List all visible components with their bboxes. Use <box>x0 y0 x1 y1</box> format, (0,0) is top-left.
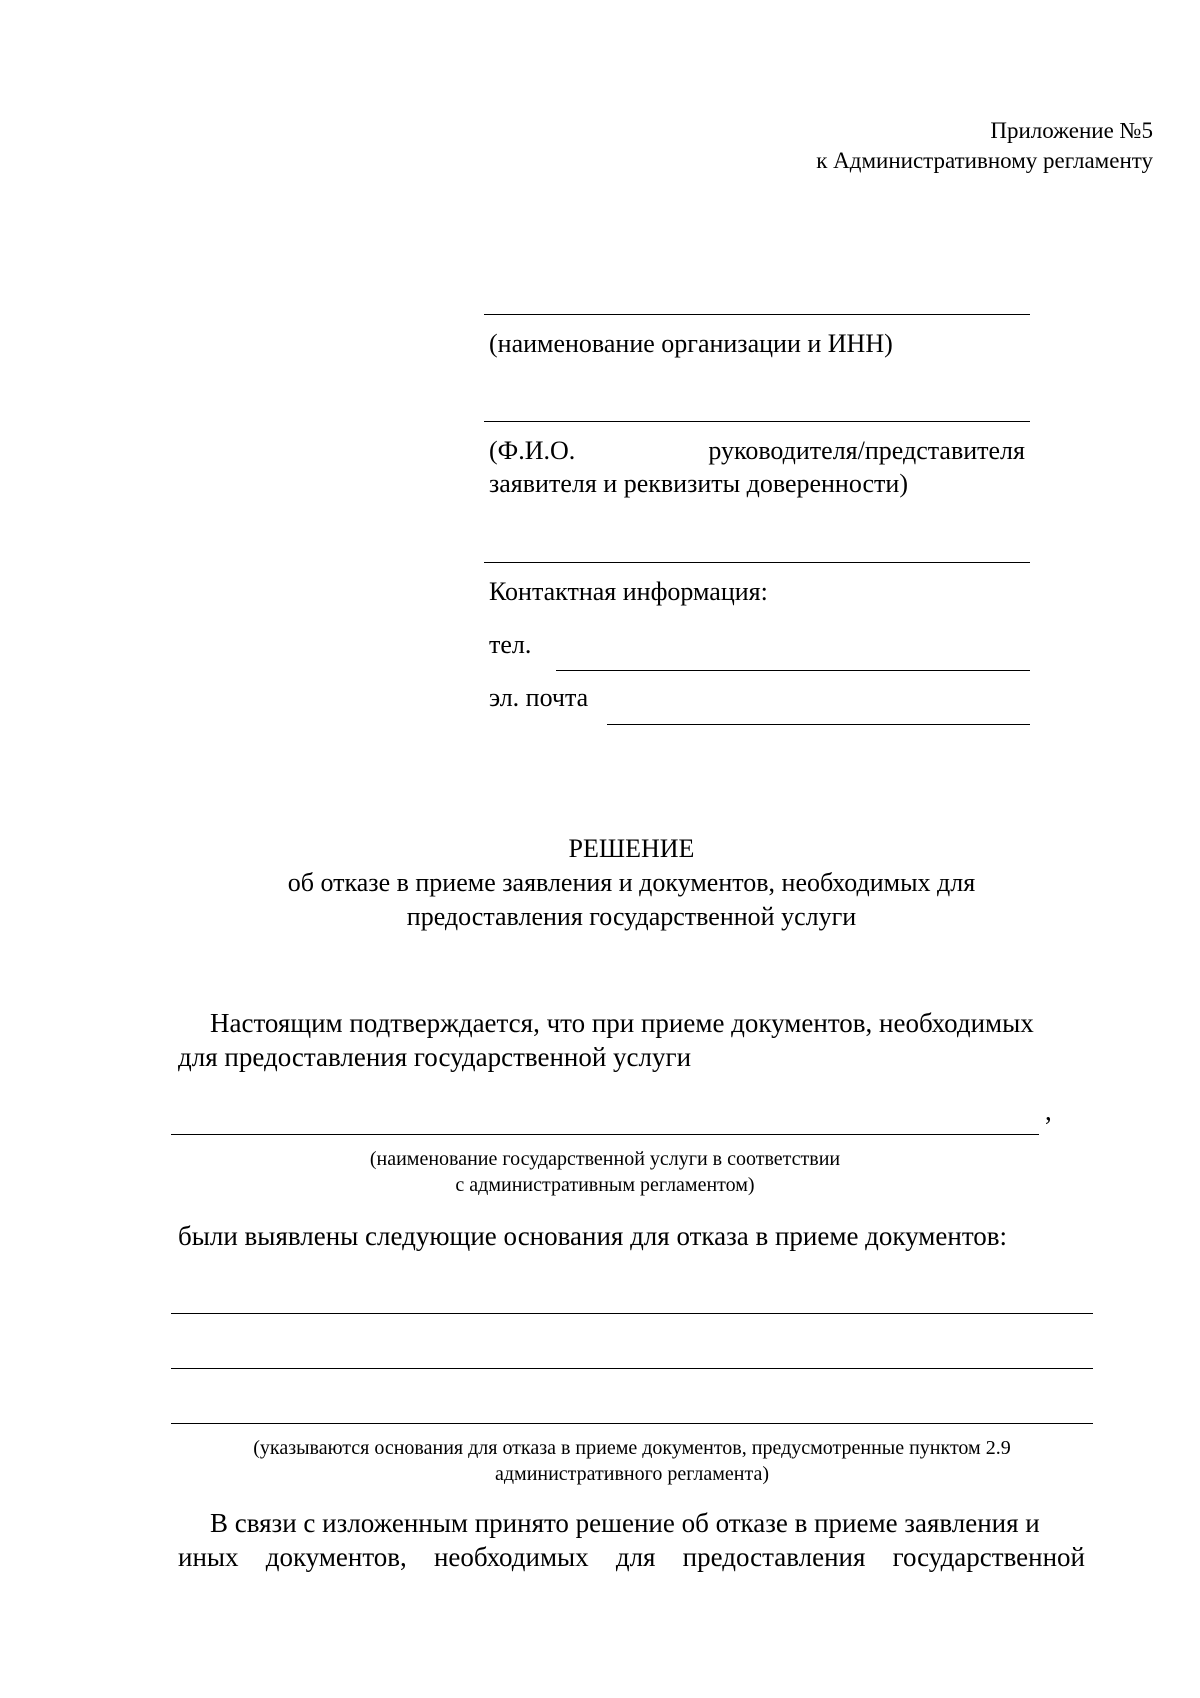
grounds-line-3 <box>171 1423 1093 1424</box>
conclusion-word: предоставления <box>682 1542 866 1572</box>
org-name-caption: (наименование организации и ИНН) <box>489 329 893 358</box>
paragraph1-line2: для предоставления государственной услуги <box>178 1042 692 1072</box>
decision-subtitle-line1: об отказе в приеме заявления и документов, необходимых для <box>287 868 976 897</box>
head-caption-line2: заявителя и реквизиты доверенности) <box>489 469 908 498</box>
grounds-caption-line2: административного регламента) <box>494 1463 769 1485</box>
grounds-caption-line1: (указываются основания для отказа в приеме документов, предусмотренные пунктом 2.9 <box>253 1437 1011 1459</box>
contact-label: Контактная информация: <box>489 577 768 606</box>
conclusion-word: документов, <box>265 1542 407 1572</box>
grounds-line-1 <box>171 1313 1093 1314</box>
service-caption <box>171 1146 1039 1198</box>
appendix-number: Приложение №5 <box>990 118 1153 143</box>
conclusion-word: государственной <box>892 1542 1085 1572</box>
email-label: эл. почта <box>489 683 589 712</box>
conclusion-word: иных <box>178 1542 239 1572</box>
service-name-line <box>171 1134 1039 1135</box>
grounds-caption <box>171 1435 1093 1487</box>
decision-title <box>0 832 1200 934</box>
conclusion-word: для <box>615 1542 656 1572</box>
conclusion-line2 <box>178 1540 1085 1574</box>
org-name-line <box>484 314 1030 315</box>
email-field-line <box>607 724 1030 725</box>
head-name-line <box>484 421 1030 422</box>
decision-heading: РЕШЕНИЕ <box>568 834 695 863</box>
service-comma: , <box>1045 1096 1052 1126</box>
head-caption-word1: (Ф.И.О. <box>489 436 576 465</box>
service-caption-line2: с административным регламентом) <box>455 1174 755 1196</box>
contact-top-line <box>484 562 1030 563</box>
grounds-line-2 <box>171 1368 1093 1369</box>
head-caption-line1 <box>489 434 1025 468</box>
decision-subtitle-line2: предоставления государственной услуги <box>406 902 857 931</box>
grounds-intro: были выявлены следующие основания для отказа в приеме документов: <box>178 1221 1008 1251</box>
conclusion-word: необходимых <box>433 1542 589 1572</box>
conclusion-line1: В связи с изложенным принято решение об отказе в приеме заявления и <box>210 1508 1040 1538</box>
phone-field-line <box>556 670 1030 671</box>
paragraph1-line1: Настоящим подтверждается, что при приеме документов, необходимых <box>210 1008 1034 1038</box>
appendix-header <box>816 116 1153 176</box>
appendix-regulation: к Административному регламенту <box>816 148 1153 173</box>
service-caption-line1: (наименование государственной услуги в соответствии <box>369 1148 841 1170</box>
phone-label: тел. <box>489 630 532 659</box>
head-caption-word2: руководителя/представителя <box>708 436 1025 465</box>
